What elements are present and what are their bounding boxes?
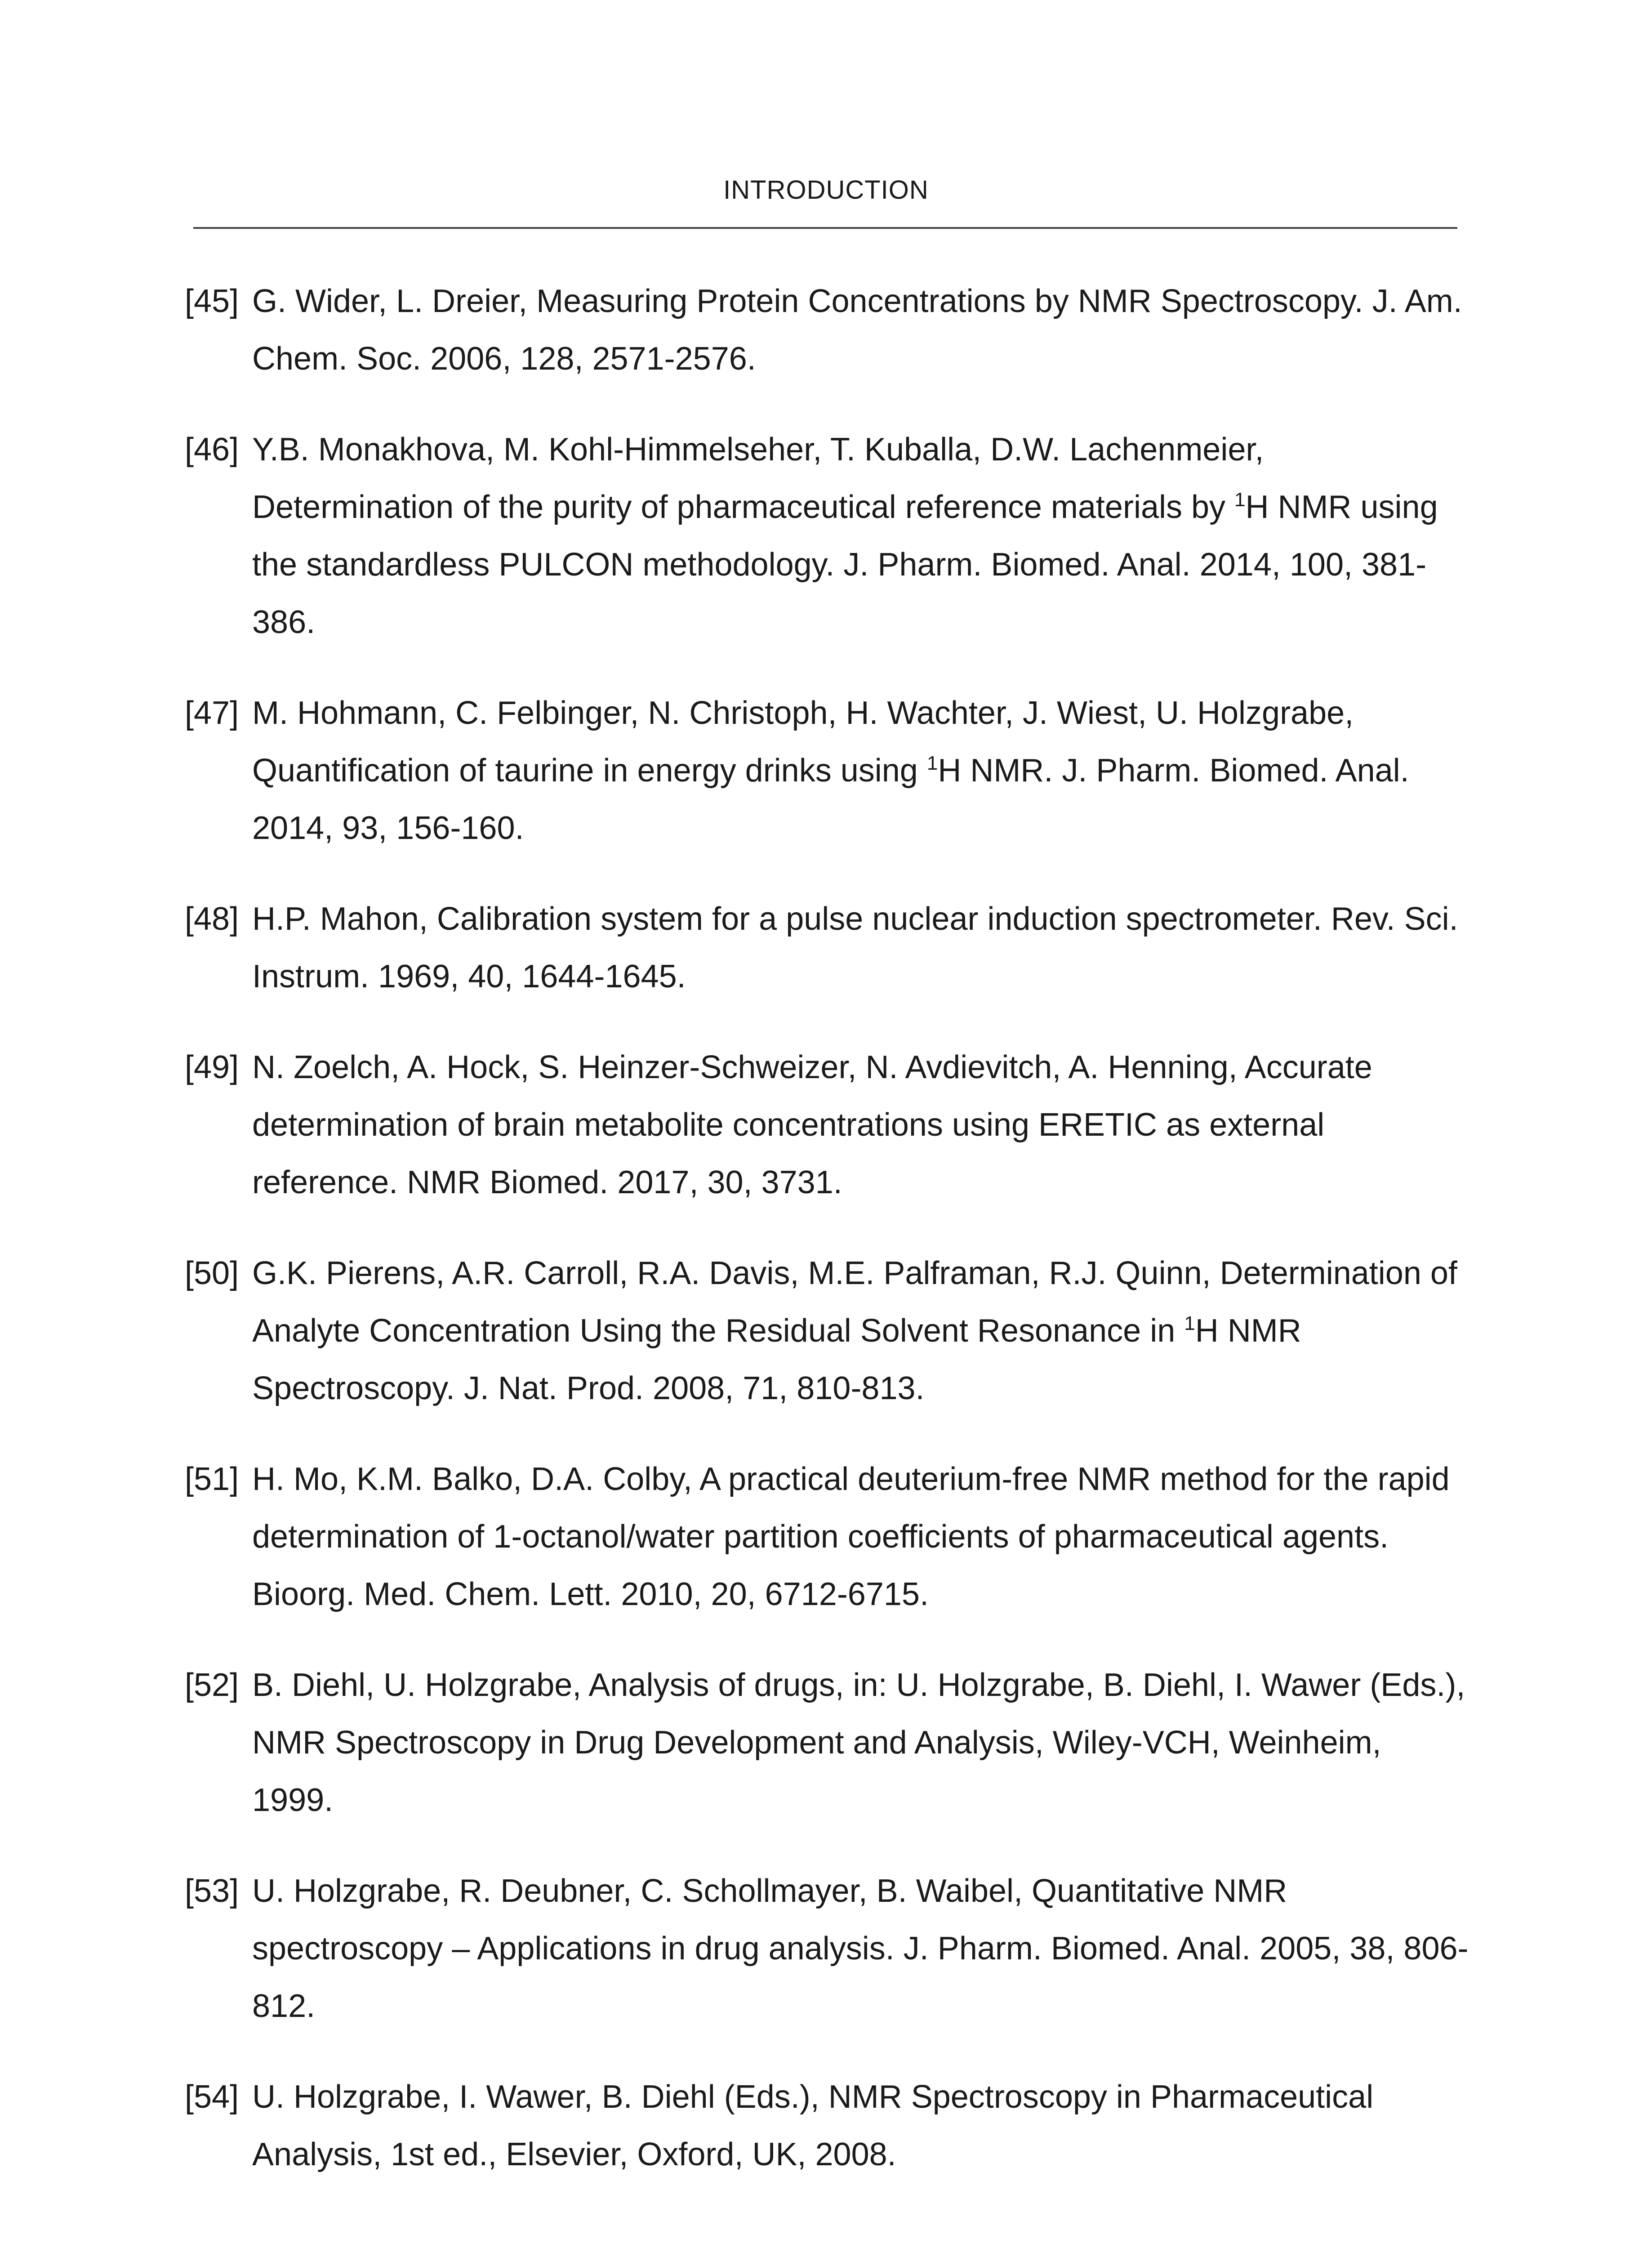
reference-text-segment: H NMR. J. Pharm. Biomed. Anal. 2014, 93, 156-160. <box>252 753 1409 846</box>
reference-number: [45] <box>185 283 239 319</box>
reference-item <box>185 684 1470 857</box>
reference-number: [46] <box>185 432 239 468</box>
reference-text <box>252 1656 1470 1829</box>
reference-text <box>252 1450 1470 1623</box>
isotope-superscript: 1 <box>926 752 938 774</box>
reference-item <box>185 1039 1470 1211</box>
reference-item <box>185 1244 1470 1417</box>
reference-number: [47] <box>185 695 239 731</box>
reference-item <box>185 1656 1470 1829</box>
reference-text <box>252 1244 1470 1417</box>
reference-item <box>185 890 1470 1005</box>
reference-number: [50] <box>185 1255 239 1291</box>
running-header: INTRODUCTION <box>723 175 929 205</box>
reference-text <box>252 1039 1470 1211</box>
reference-text-segment: G. Wider, L. Dreier, Measuring Protein Concentrations by NMR Spectroscopy. J. Am. Chem. Soc. 2006, 128, 2571-2576. <box>252 283 1462 377</box>
reference-text-segment: G.K. Pierens, A.R. Carroll, R.A. Davis, M.E. Palframan, R.J. Quinn, Determination of Analyte Concentration Using the Residual Solvent Resonance in <box>252 1255 1457 1349</box>
reference-text <box>252 684 1470 857</box>
reference-number: [51] <box>185 1461 239 1497</box>
reference-text <box>252 272 1470 388</box>
reference-item <box>185 421 1470 651</box>
reference-text <box>252 2068 1470 2183</box>
reference-text-segment: Y.B. Monakhova, M. Kohl-Himmelseher, T. Kuballa, D.W. Lachenmeier, Determination of the purity of pharmaceutical reference materials by <box>252 432 1264 525</box>
reference-text-segment: H.P. Mahon, Calibration system for a pulse nuclear induction spectrometer. Rev. Sci. Instrum. 1969, 40, 1644-1645. <box>252 901 1458 995</box>
reference-number: [49] <box>185 1049 239 1085</box>
reference-text-segment: B. Diehl, U. Holzgrabe, Analysis of drugs, in: U. Holzgrabe, B. Diehl, I. Wawer (Eds.), NMR Spectroscopy in Drug Development and Analysis, Wiley-VCH, Weinheim, 1999. <box>252 1667 1465 1818</box>
isotope-superscript: 1 <box>1234 489 1246 511</box>
reference-number: [52] <box>185 1667 239 1703</box>
reference-item <box>185 2068 1470 2183</box>
reference-text-segment: M. Hohmann, C. Felbinger, N. Christoph, H. Wachter, J. Wiest, U. Holzgrabe, Quantification of taurine in energy drinks using <box>252 695 1354 789</box>
reference-number: [53] <box>185 1873 239 1909</box>
reference-text-segment: N. Zoelch, A. Hock, S. Heinzer-Schweizer, N. Avdievitch, A. Henning, Accurate determination of brain metabolite concentrations using ERETIC as external reference. NMR Biomed. 2017, 30, 3731. <box>252 1049 1372 1200</box>
reference-text-segment: H NMR using the standardless PULCON methodology. J. Pharm. Biomed. Anal. 2014, 100, 381-386. <box>252 489 1438 640</box>
header-divider <box>193 227 1457 229</box>
reference-text-segment: H. Mo, K.M. Balko, D.A. Colby, A practical deuterium-free NMR method for the rapid determination of 1-octanol/water partition coefficients of pharmaceutical agents. Bioorg. Med. Chem. Lett. 2010, 20, 6712-6715. <box>252 1461 1450 1612</box>
reference-number: [54] <box>185 2079 239 2115</box>
reference-item <box>185 272 1470 388</box>
reference-list <box>185 272 1470 2217</box>
reference-text-segment: U. Holzgrabe, R. Deubner, C. Schollmayer, B. Waibel, Quantitative NMR spectroscopy – Applications in drug analysis. J. Pharm. Biomed. Anal. 2005, 38, 806-812. <box>252 1873 1469 2024</box>
isotope-superscript: 1 <box>1184 1312 1195 1334</box>
reference-item <box>185 1862 1470 2035</box>
reference-text <box>252 1862 1470 2035</box>
reference-text-segment: U. Holzgrabe, I. Wawer, B. Diehl (Eds.), NMR Spectroscopy in Pharmaceutical Analysis, 1st ed., Elsevier, Oxford, UK, 2008. <box>252 2079 1374 2172</box>
reference-text-segment: H NMR Spectroscopy. J. Nat. Prod. 2008, 71, 810-813. <box>252 1313 1301 1406</box>
reference-text <box>252 421 1470 651</box>
reference-text <box>252 890 1470 1005</box>
reference-number: [48] <box>185 901 239 937</box>
reference-item <box>185 1450 1470 1623</box>
